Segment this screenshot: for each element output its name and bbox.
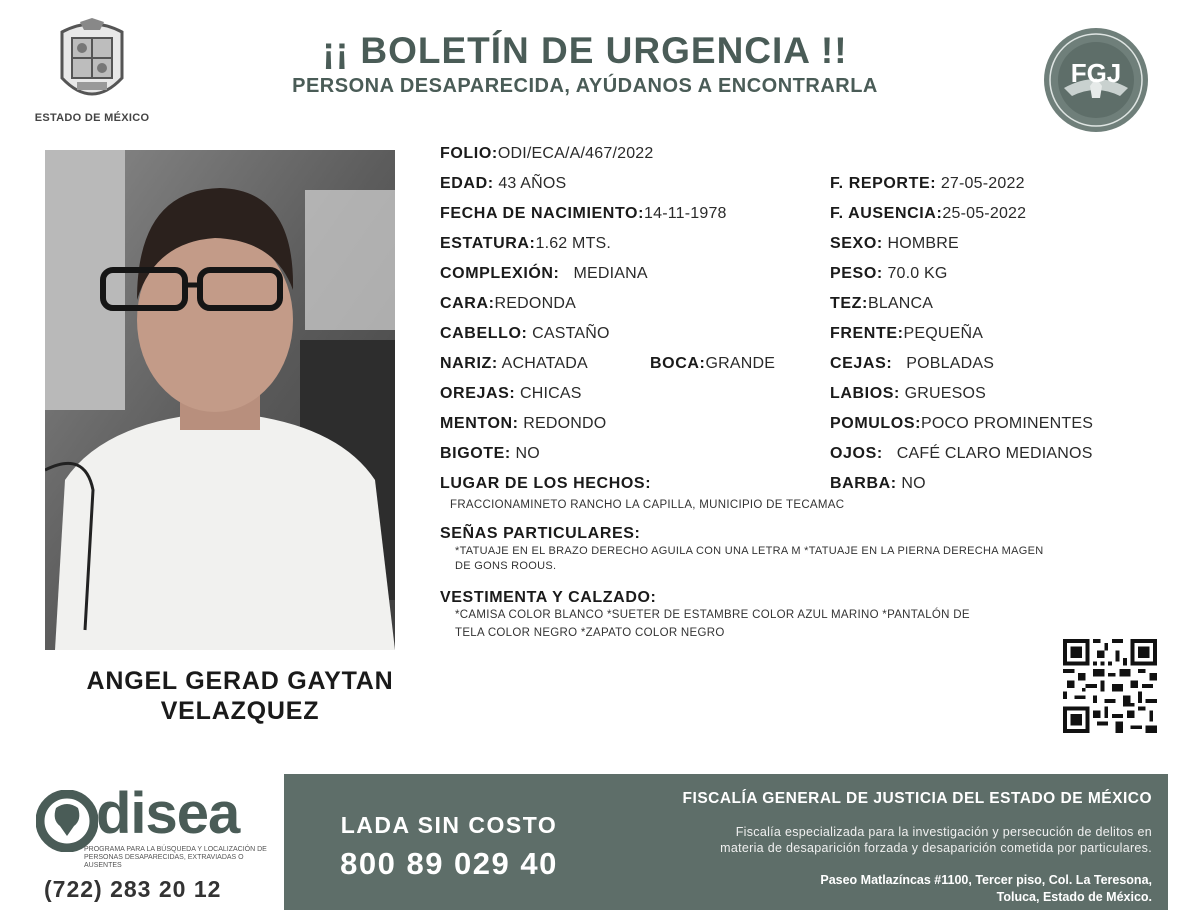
person-photo	[45, 150, 395, 650]
bulletin-subtitle: PERSONA DESAPARECIDA, AYÚDANOS A ENCONTRARLA	[292, 75, 878, 97]
frente-value: PEQUEÑA	[903, 325, 984, 342]
fgj-addr-line2: Toluca, Estado de México.	[996, 890, 1152, 904]
field-bigote	[440, 445, 540, 463]
field-cabello	[440, 325, 610, 343]
qr-code[interactable]	[1063, 639, 1157, 733]
fgj-address	[592, 872, 1152, 906]
boca-label: BOCA:	[650, 355, 706, 372]
field-pomulos	[830, 415, 1093, 433]
field-nariz	[440, 355, 588, 373]
bulletin-title: ¡¡ BOLETÍN DE URGENCIA !!	[322, 30, 848, 71]
field-fecha-nacimiento	[440, 205, 727, 223]
person-name-line2: VELAZQUEZ	[160, 697, 320, 725]
fgj-seal-icon	[1040, 26, 1152, 134]
field-boca	[650, 355, 775, 373]
field-peso	[830, 265, 948, 283]
field-folio	[440, 145, 654, 163]
orejas-label: OREJAS:	[440, 385, 516, 402]
f-reporte-value: 27-05-2022	[940, 175, 1025, 192]
lada-title: LADA SIN COSTO	[340, 812, 558, 838]
vestimenta-text	[455, 606, 970, 642]
field-edad	[440, 175, 566, 193]
field-complexion	[440, 265, 648, 283]
odisea-phone: (722) 283 20 12	[44, 876, 222, 902]
footer-band	[284, 774, 1168, 910]
odisea-wordmark: disea	[96, 781, 240, 846]
field-orejas	[440, 385, 582, 403]
field-estatura	[440, 235, 611, 253]
field-cara	[440, 295, 576, 313]
folio-value: ODI/ECA/A/467/2022	[497, 145, 654, 162]
odisea-pin-icon	[36, 790, 98, 852]
person-portrait-icon	[45, 150, 395, 650]
lada-number: 800 89 029 40	[340, 846, 558, 881]
field-ojos	[830, 445, 1093, 463]
fgj-description	[592, 824, 1152, 856]
boca-value: GRANDE	[705, 355, 776, 372]
senas-title: SEÑAS PARTICULARES:	[440, 525, 641, 542]
odisea-logo	[36, 781, 276, 906]
field-tez	[830, 295, 933, 313]
bigote-label: BIGOTE:	[440, 445, 511, 462]
edad-label: EDAD:	[440, 175, 494, 192]
field-f-reporte	[830, 175, 1025, 193]
senas-text	[455, 544, 1043, 574]
sexo-label: SEXO:	[830, 235, 883, 252]
f-ausencia-label: F. AUSENCIA:	[830, 205, 943, 222]
field-labios	[830, 385, 986, 403]
f-ausencia-value: 25-05-2022	[942, 205, 1027, 222]
cabello-label: CABELLO:	[440, 325, 528, 342]
peso-label: PESO:	[830, 265, 883, 282]
lugar-value: FRACCIONAMINETO RANCHO LA CAPILLA, MUNICIPIO DE TECAMAC	[450, 499, 845, 511]
fecha-nacimiento-value: 14-11-1978	[644, 205, 727, 222]
bigote-value: NO	[515, 445, 540, 462]
field-menton	[440, 415, 606, 433]
vestimenta-line1: *CAMISA COLOR BLANCO *SUETER DE ESTAMBRE COLOR AZUL MARINO *PANTALÓN DE	[455, 609, 970, 621]
qr-code-icon	[1063, 639, 1157, 733]
fgj-desc-line2: materia de desaparición forzada y desaparición cometida por particulares.	[720, 841, 1152, 855]
fgj-name: FISCALÍA GENERAL DE JUSTICIA DEL ESTADO DE MÉXICO	[682, 790, 1152, 807]
labios-value: GRUESOS	[904, 385, 987, 402]
folio-label: FOLIO:	[440, 145, 498, 162]
person-name	[60, 666, 420, 726]
barba-label: BARBA:	[830, 475, 897, 492]
field-sexo	[830, 235, 959, 253]
tez-label: TEZ:	[830, 295, 868, 312]
odisea-description: PROGRAMA PARA LA BÚSQUEDA Y LOCALIZACIÓN DE PERSONAS DESAPARECIDAS, EXTRAVIADAS O AUSENTES	[84, 846, 267, 869]
pomulos-value: POCO PROMINENTES	[921, 415, 1094, 432]
nariz-value: ACHATADA	[501, 355, 588, 372]
field-frente	[830, 325, 983, 343]
cara-value: REDONDA	[494, 295, 576, 312]
state-label: ESTADO DE MÉXICO	[34, 112, 150, 124]
sexo-value: HOMBRE	[887, 235, 959, 252]
fgj-logo-text: FGJ	[1070, 58, 1122, 88]
frente-label: FRENTE:	[830, 325, 904, 342]
tez-value: BLANCA	[867, 295, 934, 312]
field-lugar	[440, 475, 651, 493]
field-barba	[830, 475, 926, 493]
complexion-value: MEDIANA	[573, 265, 648, 282]
coat-of-arms-icon	[52, 18, 132, 106]
senas-line2: DE GONS ROOUS.	[455, 560, 557, 572]
peso-value: 70.0 KG	[887, 265, 948, 282]
complexion-label: COMPLEXIÓN:	[440, 265, 560, 282]
field-f-ausencia	[830, 205, 1026, 223]
barba-value: NO	[901, 475, 926, 492]
lugar-label: LUGAR DE LOS HECHOS:	[440, 475, 652, 492]
cejas-label: CEJAS:	[830, 355, 893, 372]
ojos-label: OJOS:	[830, 445, 883, 462]
f-reporte-label: F. REPORTE:	[830, 175, 937, 192]
pomulos-label: POMULOS:	[830, 415, 922, 432]
fecha-nacimiento-label: FECHA DE NACIMIENTO:	[440, 205, 644, 222]
edad-value: 43 AÑOS	[498, 175, 567, 192]
cejas-value: POBLADAS	[906, 355, 995, 372]
nariz-label: NARIZ:	[440, 355, 498, 372]
fgj-logo	[1040, 26, 1152, 134]
vestimenta-title: VESTIMENTA Y CALZADO:	[440, 589, 657, 606]
fgj-addr-line1: Paseo Matlazíncas #1100, Tercer piso, Col. La Teresona,	[820, 873, 1152, 887]
estatura-label: ESTATURA:	[440, 235, 536, 252]
fgj-desc-line1: Fiscalía especializada para la investigación y persecución de delitos en	[735, 825, 1152, 839]
field-cejas	[830, 355, 994, 373]
labios-label: LABIOS:	[830, 385, 900, 402]
senas-line1: *TATUAJE EN EL BRAZO DERECHO AGUILA CON UNA LETRA M *TATUAJE EN LA PIERNA DERECHA MAGEN	[455, 545, 1044, 557]
menton-value: REDONDO	[523, 415, 607, 432]
orejas-value: CHICAS	[519, 385, 582, 402]
cabello-value: CASTAÑO	[532, 325, 610, 342]
menton-label: MENTON:	[440, 415, 519, 432]
ojos-value: CAFÉ CLARO MEDIANOS	[896, 445, 1093, 462]
cara-label: CARA:	[440, 295, 495, 312]
estatura-value: 1.62 MTS.	[535, 235, 612, 252]
estado-mexico-logo	[28, 18, 156, 130]
vestimenta-line2: TELA COLOR NEGRO *ZAPATO COLOR NEGRO	[455, 627, 725, 639]
person-name-line1: ANGEL GERAD GAYTAN	[86, 667, 394, 695]
